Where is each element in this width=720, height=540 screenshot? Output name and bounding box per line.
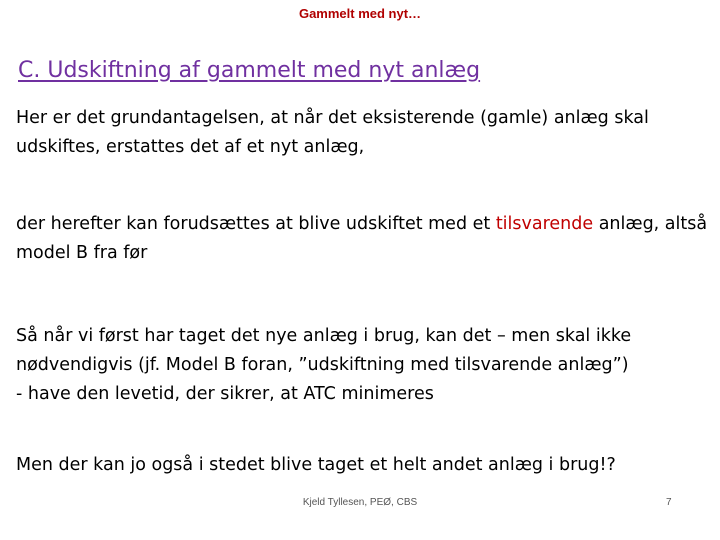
footer-author: Kjeld Tyllesen, PEØ, CBS (302, 497, 418, 508)
paragraph-3 (16, 322, 716, 409)
paragraph-3-line-2: nødvendigvis (jf. Model B foran, ”udskiftning med tilsvarende anlæg”) (16, 355, 629, 375)
paragraph-2 (16, 210, 716, 268)
paragraph-3-line-3: - have den levetid, der sikrer, at ATC minimeres (16, 384, 434, 404)
paragraph-2-text-start: der herefter kan forudsættes at blive udskiftet med et (16, 214, 496, 234)
paragraph-1: Her er det grundantagelsen, at når det eksisterende (gamle) anlæg skal udskiftes, erstattes det af et nyt anlæg, (16, 108, 649, 157)
highlight-word: tilsvarende (495, 214, 594, 234)
paragraph-3-line-1: Så når vi først har taget det nye anlæg i brug, kan det – men skal ikke (16, 326, 632, 346)
paragraph-4: Men der kan jo også i stedet blive taget et helt andet anlæg i brug!? (16, 455, 616, 475)
slide-header: Gammelt med nyt… (298, 6, 422, 21)
page-number: 7 (666, 497, 672, 508)
slide-title: C. Udskiftning af gammelt med nyt anlæg (18, 58, 481, 83)
paragraph-2-text-end: anlæg, altså model B fra før (16, 214, 708, 263)
